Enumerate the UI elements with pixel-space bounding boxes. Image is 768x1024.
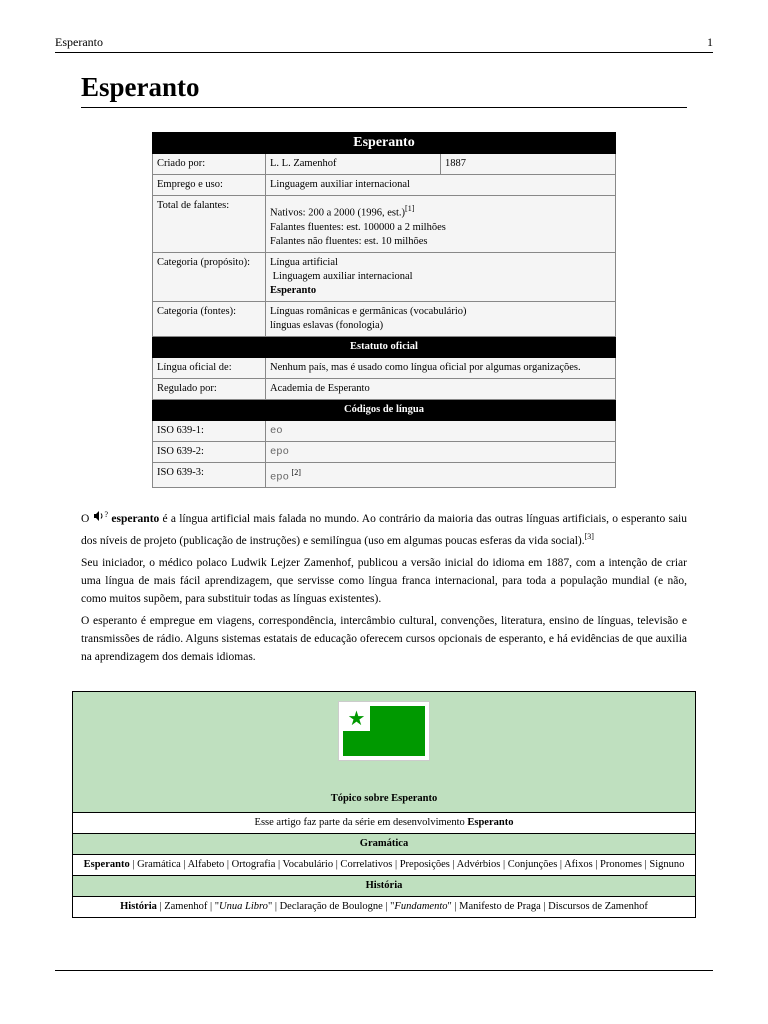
history-links[interactable]: História | Zamenhof | "Unua Libro" | Declaração de Boulogne | "Fundamento" | Manifesto de Praga | Discursos de Zamenhof [73, 897, 696, 918]
infobox-row-iso1: ISO 639-1: eo [153, 420, 616, 441]
navbox [72, 691, 696, 918]
footer-rule [55, 970, 713, 971]
grammar-header: Gramática [73, 834, 696, 855]
green-star-icon: ★ [343, 706, 370, 731]
ref-3[interactable]: [3] [584, 532, 594, 542]
paragraph-3: O esperanto é empregue em viagens, correspondência, intercâmbio cultural, convenções, literatura, ensino de línguas, televisão e transmissões de rádio. Alguns sistemas estatais de educação oferecem cursos opcionais de esperanto, e há evidências de que auxilia na aprendizagem dos demais idiomas. [81, 615, 687, 664]
creator-name: L. L. Zamenhof [266, 154, 441, 175]
topic-title: Tópico sobre Esperanto [330, 793, 438, 804]
page-title: Esperanto [81, 72, 687, 108]
infobox-row-use: Emprego e uso: Linguagem auxiliar internacional [153, 175, 616, 196]
creator-year: 1887 [441, 154, 616, 175]
article-body [81, 506, 687, 670]
section-language-codes: Códigos de língua [153, 399, 616, 420]
ref-2[interactable]: [2] [291, 467, 301, 477]
speaker-icon[interactable] [93, 510, 105, 528]
infobox-row-official: Língua oficial de: Nenhum país, mas é usado como língua oficial por algumas organizações. [153, 357, 616, 378]
infobox-row-regulated: Regulado por: Academia de Esperanto [153, 378, 616, 399]
infobox [152, 132, 616, 488]
page-number: 1 [707, 35, 713, 49]
infobox-row-speakers: Total de falantes: Nativos: 200 a 2000 (1996, est.)[1] Falantes fluentes: est. 100000 a 2 milhões Falantes não fluentes: est. 10 milhões [153, 196, 616, 253]
infobox-row-creator: Criado por: L. L. Zamenhof 1887 [153, 154, 616, 175]
running-header [55, 35, 713, 53]
grammar-links[interactable]: Esperanto | Gramática | Alfabeto | Ortografia | Vocabulário | Correlativos | Preposições | Advérbios | Conjunções | Afixos | Pronomes | Signuno [73, 855, 696, 876]
paragraph-1: O ? esperanto é a língua artificial mais falada no mundo. Ao contrário da maioria das outras línguas artificiais, o esperanto saiu dos níveis de projeto (publicação de instruções) e semilíngua (uso em algumas poucas esferas da vida social).[3] [81, 510, 687, 548]
audio-help-link[interactable]: ? [104, 510, 109, 519]
infobox-row-iso2: ISO 639-2: epo [153, 441, 616, 462]
infobox-row-iso3: ISO 639-3: epo [2] [153, 462, 616, 488]
running-header-title: Esperanto [55, 35, 103, 49]
section-official-status: Estatuto oficial [153, 336, 616, 357]
esperanto-flag-icon [339, 702, 429, 760]
paragraph-2: Seu iniciador, o médico polaco Ludwik Lejzer Zamenhof, publicou a versão inicial do idioma em 1887, com a intenção de criar uma língua de mais fácil aprendizagem, que servisse como língua franca internacional, para toda a população mundial (e não, como muitos supõem, para substituir todas as línguas existentes). [81, 557, 687, 606]
infobox-row-category-sources: Categoria (fontes): Línguas românicas e germânicas (vocabulário) línguas eslavas (fonologia) [153, 301, 616, 336]
history-header: História [73, 876, 696, 897]
series-note: Esse artigo faz parte da série em desenvolvimento Esperanto [73, 813, 696, 834]
infobox-caption: Esperanto [153, 133, 616, 154]
ref-1[interactable]: [1] [405, 204, 415, 213]
infobox-row-category-purpose: Categoria (propósito): Língua artificial Linguagem auxiliar internacional Esperanto [153, 252, 616, 301]
